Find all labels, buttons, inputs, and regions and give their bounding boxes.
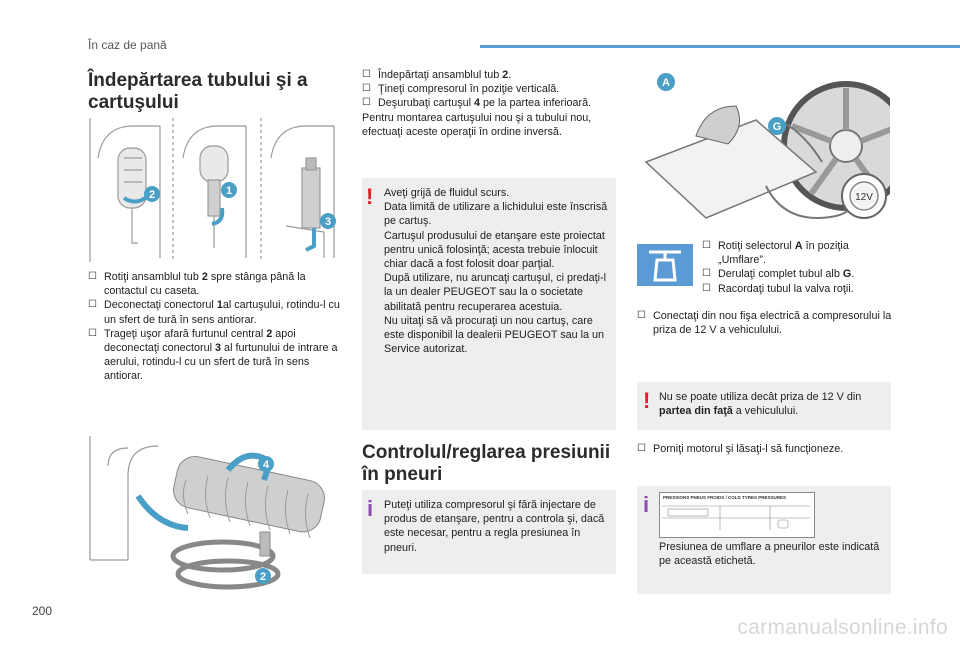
step-item: ☐ Rotiţi ansamblul tub 2 spre stânga până la contactul cu caseta. <box>88 271 306 298</box>
inflation-pictogram <box>637 244 693 286</box>
reassembly-note: Pentru montarea cartuşului nou şi a tubului nou, efectuaţi aceste operaţii în ordine inversă. <box>362 111 592 138</box>
step-item: ☐ Deşurubaţi cartuşul 4 pe la partea inferioară. <box>362 97 592 110</box>
warning-text: Nu se poate utiliza decât priza de 12 V din partea din faţă a vehiculului. <box>659 391 862 418</box>
info-icon: i <box>367 496 374 521</box>
connect-step <box>637 309 897 337</box>
compressor-photo <box>636 66 890 234</box>
checkbox-icon: ☐ <box>88 299 97 311</box>
step-item: ☐ Racordaţi tubul la valva roţii. <box>702 282 854 295</box>
title-line: Controlul/reglarea presiunii <box>362 442 611 463</box>
step-item: ☐ Porniţi motorul şi lăsaţi-l să funcţioneze. <box>637 443 844 455</box>
info-text: Puteţi utiliza compresorul şi fără injectare de produs de etanşare, pentru a controla şi, dacă este necesar, pentru a regla presiunea în pneuri. <box>384 499 605 554</box>
section-title-pressure <box>362 442 622 486</box>
page-number: 200 <box>32 604 53 618</box>
info-box-compressor <box>362 490 616 574</box>
title-line: în pneuri <box>362 464 443 485</box>
callout-A: A <box>662 77 670 89</box>
step-item: ☐ Deconectaţi conectorul 1al cartuşului, rotindu-l cu un sfert de tură în sens antiorar. <box>88 299 340 326</box>
header-accent-bar <box>480 45 960 48</box>
info-text: Presiunea de umflare a pneurilor este indicată pe această etichetă. <box>659 541 880 568</box>
callout-1: 1 <box>225 185 233 197</box>
checkbox-icon: ☐ <box>637 310 646 321</box>
removal-steps <box>88 270 350 384</box>
title-line: Îndepărtarea tubului şi a <box>88 70 308 91</box>
checkbox-icon: ☐ <box>637 443 646 454</box>
info-box-label <box>637 486 891 594</box>
figure-tube-removal <box>88 118 350 262</box>
checkbox-icon: ☐ <box>702 268 711 280</box>
callout-2: 2 <box>259 571 267 583</box>
label-grid <box>660 502 814 532</box>
callout-G: G <box>772 121 782 133</box>
checkbox-icon: ☐ <box>362 83 371 95</box>
pump-icon <box>637 244 693 286</box>
warning-icon: ! <box>366 184 374 209</box>
title-line: cartuşului <box>88 92 179 113</box>
info-icon: i <box>643 492 650 517</box>
warning-box-socket <box>637 382 891 430</box>
step-item: ☐ Derulaţi complet tubul alb G. <box>702 268 855 281</box>
callout-4: 4 <box>262 459 270 471</box>
section-header: În caz de pană <box>88 38 167 52</box>
checkbox-icon: ☐ <box>88 271 97 282</box>
figure-cartridge-removal <box>88 436 350 606</box>
warning-text: Aveţi grijă de fluidul scurs. Data limită de utilizare a lichidului este înscrisă pe cartuş. Cartuşul produsului de etanşare este proiectat pentru unică folosinţă; acesta trebuie înlocuit chiar dacă a fost folosit doar parţial. După utilizare, nu aruncaţi cartuşul, ci predaţi-l la un dealer PEUGEOT sau la o societate abilitată pentru recuperarea acestuia. Nu uitaţi să vă procuraţi un nou cartuş, care este disponibil la dealerii PEUGEOT sau la un Service autorizat. <box>384 187 608 356</box>
step-item: ☐ Rotiţi selectorul A în poziţia „Umflare”. <box>702 240 849 267</box>
watermark: carmanualsonline.info <box>737 616 948 639</box>
step-item: ☐ Conectaţi din nou fişa electrică a compresorului la priza de 12 V a vehiculului. <box>637 310 892 337</box>
tyre-pressure-label-image <box>659 492 815 538</box>
engine-step <box>637 442 897 456</box>
step-item: ☐ Ţineţi compresorul în poziţie verticală. <box>362 83 560 96</box>
label-title: PRESSIONS PNEUS FROIDS / COLD TYRES PRESSURES <box>663 495 787 500</box>
checkbox-icon: ☐ <box>88 327 97 339</box>
step-item: ☐ Îndepărtaţi ansamblul tub 2. <box>362 69 512 81</box>
middle-steps <box>362 68 620 139</box>
callout-3: 3 <box>324 216 332 228</box>
warning-box-fluid <box>362 178 616 430</box>
checkbox-icon: ☐ <box>362 97 371 109</box>
step-item: ☐ Trageţi uşor afară furtunul central 2 apoi deconectaţi conectorul 3 al furtunului de intrare a aerului, rotindu-l cu un sfert de tură în sens antiorar. <box>88 327 338 383</box>
warning-icon: ! <box>643 388 651 413</box>
checkbox-icon: ☐ <box>362 69 371 80</box>
section-title-removal <box>88 70 348 114</box>
socket-12v-label: 12V <box>855 192 873 203</box>
inflation-steps <box>702 239 892 296</box>
checkbox-icon: ☐ <box>702 282 711 294</box>
callout-2: 2 <box>148 189 156 201</box>
checkbox-icon: ☐ <box>702 240 711 251</box>
